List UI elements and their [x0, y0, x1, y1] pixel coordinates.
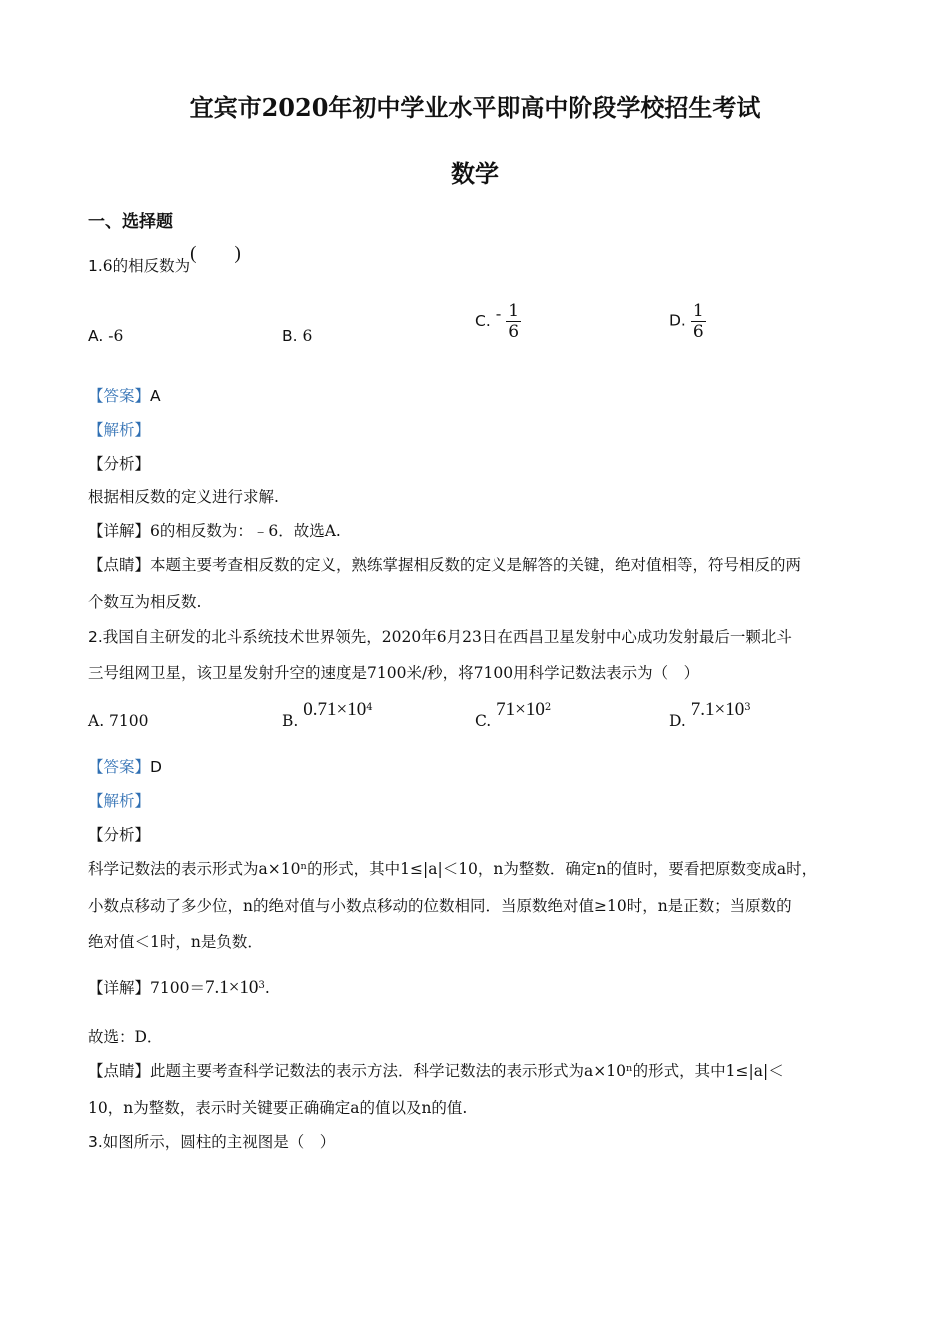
q1-answer: 【答案】A [88, 387, 161, 405]
q2-option-a: A. 7100 [88, 712, 149, 730]
q1-option-c: C. - $\frac{1}{6}$ [475, 301, 520, 342]
question-3-stem: 3.如图所示，圆柱的主视图是（ ） [88, 1133, 336, 1151]
q2-option-c: C. $71\times 10^2$ [475, 699, 552, 730]
q2-answer: 【答案】D [88, 758, 162, 776]
q1-option-d: D. $\frac{1}{6}$ [669, 301, 704, 342]
question-1-stem [88, 243, 241, 276]
q2-comment-line2: 10，n为整数，表示时关键要正确确定a的值以及n的值. [88, 1099, 468, 1117]
q2-comment: 【点睛】此题主要考查科学记数法的表示方法．科学记数法的表示形式为a×10ⁿ的形式，其中1≤|a|＜ [88, 1062, 784, 1080]
q1-comment: 【点睛】本题主要考查相反数的定义，熟练掌握相反数的定义是解答的关键，绝对值相等，符号相反的两 [88, 556, 802, 574]
q2-conclusion: 故选：D． [88, 1028, 163, 1046]
fraction: $\frac{1}{6}$ [508, 301, 520, 342]
q2-option-d: D. $7.1\times 10^3$ [669, 699, 751, 730]
question-2-stem: 2.我国自主研发的北斗系统技术世界领先，2020年6月23日在西昌卫星发射中心成功发射最后一颗北斗 [88, 628, 792, 646]
q2-fenxi-line2: 小数点移动了多少位，n的绝对值与小数点移动的位数相同．当原数绝对值≥10时，n是正数；当原数的 [88, 897, 792, 915]
question-number: 1. [88, 257, 103, 275]
q2-detail: 【详解】$7100=7.1\times 10^3$. [88, 977, 270, 998]
q1-comment-line2: 个数互为相反数. [88, 593, 202, 611]
section-heading: 一、选择题 [88, 212, 173, 232]
q1-analysis-tag: 【解析】 [88, 421, 151, 439]
q2-analysis-tag: 【解析】 [88, 792, 151, 810]
q2-option-b: B. $0.71\times 10^4$ [282, 699, 373, 730]
subject-title: 数学 [451, 159, 499, 188]
q2-fenxi-line3: 绝对值＜1时，n是负数． [88, 933, 263, 951]
q1-option-b: B. 6 [282, 327, 313, 345]
fraction: $\frac{1}{6}$ [692, 301, 704, 342]
q1-option-a: A. -6 [88, 327, 124, 345]
q1-detail: 【详解】6的相反数为：﹣6．故选A. [88, 522, 341, 540]
exam-title: 宜宾市2020年初中学业水平即高中阶段学校招生考试 [189, 93, 761, 122]
question-text: 6的相反数为 [102, 257, 191, 275]
q2-fenxi-tag: 【分析】 [88, 826, 151, 844]
question-2-stem-line2: 三号组网卫星，该卫星发射升空的速度是7100米/秒，将7100用科学记数法表示为（ ） [88, 664, 700, 682]
answer-blank: ( ) [190, 243, 241, 264]
q2-fenxi-line1: 科学记数法的表示形式为a×10ⁿ的形式，其中1≤|a|＜10，n为整数．确定n的值时，要看把原数变成a时， [88, 860, 818, 878]
q1-fenxi-text: 根据相反数的定义进行求解. [88, 488, 279, 506]
q1-fenxi-tag: 【分析】 [88, 455, 151, 473]
